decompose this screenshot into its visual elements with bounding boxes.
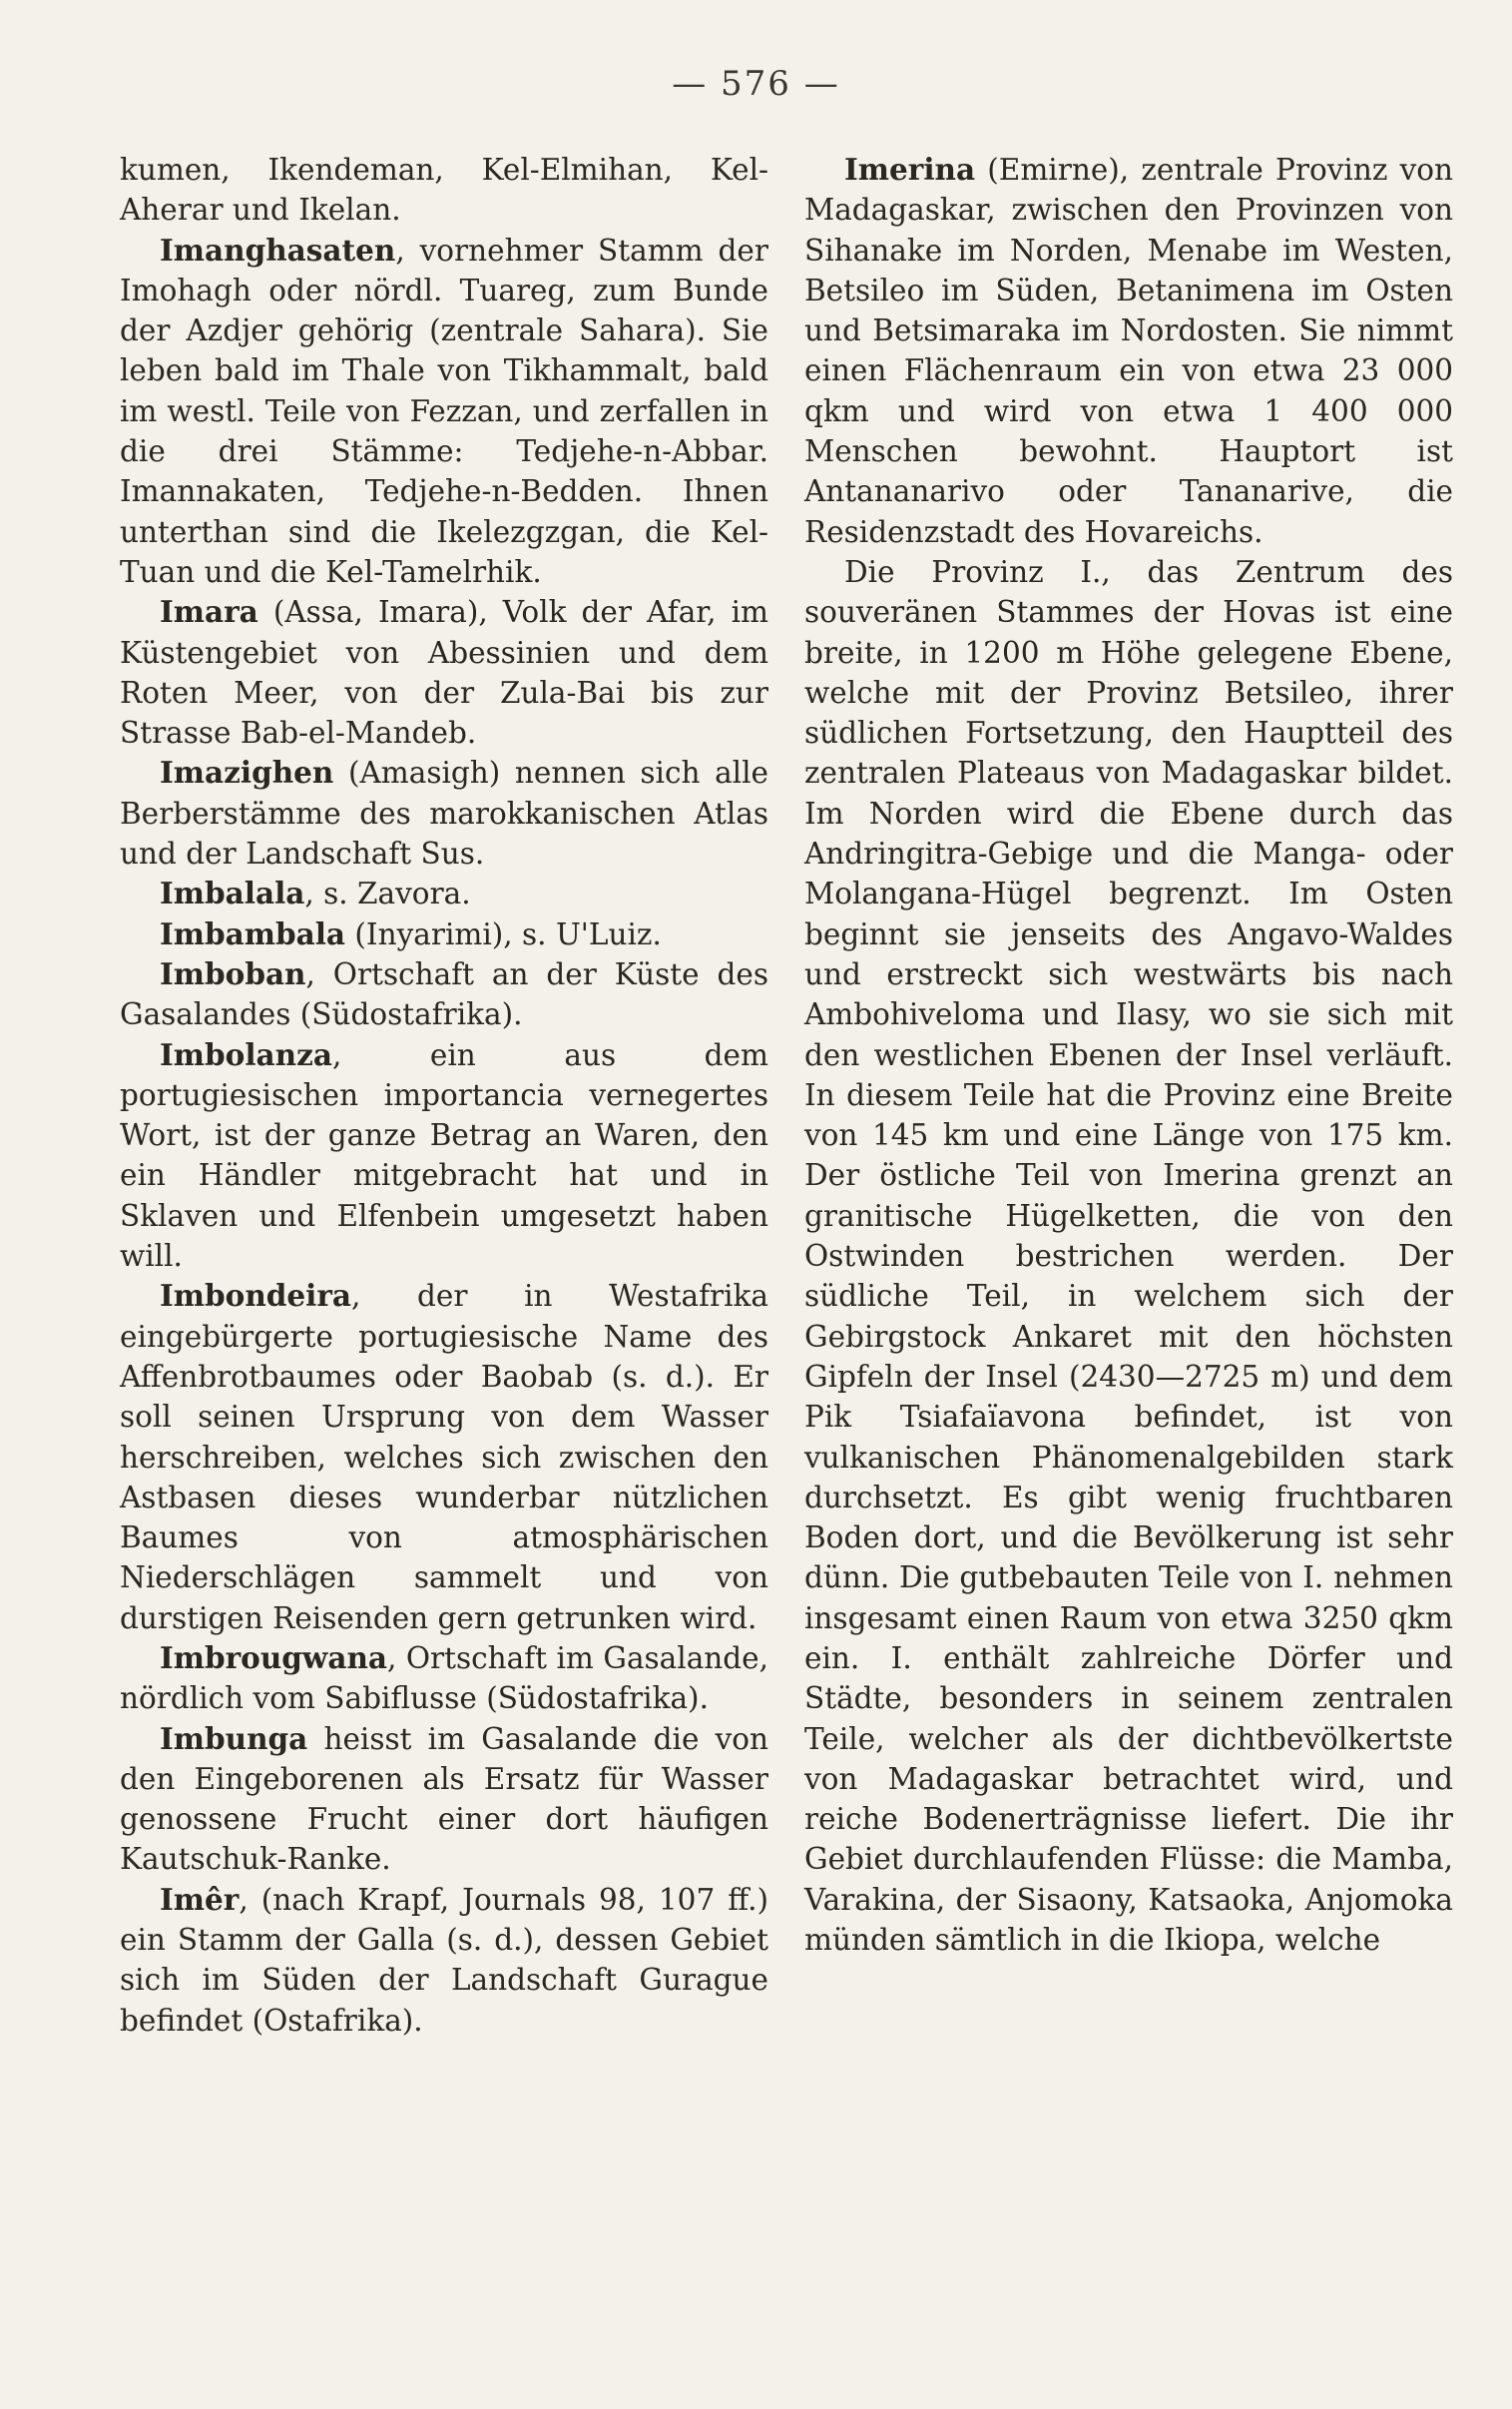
entry [120,1880,768,2041]
entry-headword: Imara [160,594,258,630]
entry-headword: Imanghasaten [160,232,396,268]
entry-text: Die Provinz I., das Zentrum des souveränen Stammes der Hovas ist eine breite, in 1200 m Höhe gelegene Ebene, welche mit der Provinz Betsileo, ihrer südlichen Fortsetzung, den Hauptteil des zentralen Plateaus von Madagaskar bildet. Im Norden wird die Ebene durch das Andringitra-Gebige und die Manga- oder Molangana-Hügel begrenzt. Im Osten beginnt sie jenseits des Angavo-Waldes und erstreckt sich westwärts bis nach Ambohiveloma und Ilasy, wo sie sich mit den westlichen Ebenen der Insel verläuft. In diesem Teile hat die Provinz eine Breite von 145 km und eine Länge von 175 km. Der östliche Teil von Imerina grenzt an granitische Hügelketten, die von den Ostwinden bestrichen werden. Der südliche Teil, in welchem sich der Gebirgstock Ankaret mit den höchsten Gipfeln der Insel (2430—2725 m) und dem Pik Tsiafaïavona befindet, ist von vulkanischen Phänomenalgebilden stark durchsetzt. Es gibt wenig fruchtbaren Boden dort, und die Bevölkerung ist sehr dünn. Die gutbebauten Teile von I. nehmen insgesamt einen Raum von etwa 3250 qkm ein. I. enthält zahlreiche Dörfer und Städte, besonders in seinem zentralen Teile, welcher als der dichtbevölkertste von Madagaskar betrachtet wird, und reiche Bodenerträgnisse liefert. Die ihr Gebiet durchlaufenden Flüsse: die Mamba, Varakina, der Sisaony, Katsaoka, Anjomoka münden sämtlich in die Ikiopa, welche [804,554,1453,1958]
entry-text: , (nach Krapf, Journals 98, 107 ff.) ein Stamm der Galla (s. d.), dessen Gebiet sich im Süden der Landschaft Gurague befindet (Ostafrika). [120,1882,768,2038]
entry-text: , Ortschaft an der Küste des Gasalandes (Südostafrika). [120,956,768,1032]
entry [120,874,768,913]
entry [120,1035,768,1277]
entry-headword: Imerina [844,152,976,187]
entry-text: kumen, Ikendeman, Kel-Elmihan, Kel-Aherar und Ikelan. [120,153,768,228]
entry-paragraph [804,552,1453,1960]
entry [120,592,768,753]
entry [120,914,768,954]
entry-text: (Inyarimi), s. U'Luiz. [345,916,662,951]
entry-text: , s. Zavora. [304,877,471,911]
entry-text: , vornehmer Stamm der Imohagh oder nördl. Tuareg, zum Bunde der Azdjer gehörig (zentrale Sahara). Sie leben bald im Thale von Tikhammalt, bald im westl. Teile von Fezzan, und zerfallen in die drei Stämme: Tedjehe-n-Abbar. Imannakaten, Tedjehe-n-Bedden. Ihnen unterthan sind die Ikelezgzgan, die Kel-Tuan und die Kel-Tamelrhik. [120,233,768,589]
entry-continuation [120,150,768,231]
entry-headword: Imbondeira [160,1278,352,1314]
entry-text: (Emirne), zentrale Provinz von Madagaskar, zwischen den Provinzen von Sihanake im Norden, Menabe im Westen, Betsileo im Süden, Betanimena im Osten und Betsimaraka im Nordosten. Sie nimmt einen Flächenraum ein von etwa 23 000 qkm und wird von etwa 1 400 000 Menschen bewohnt. Hauptort ist Antananarivo oder Tananarive, die Residenzstadt des Hovareichs. [804,153,1453,549]
right-column [804,150,1453,1960]
entry-text: , ein aus dem portugiesischen importancia vernegertes Wort, ist der ganze Betrag an Waren, den ein Händler mitgebracht hat und in Sklaven und Elfenbein umgesetzt haben will. [120,1037,768,1274]
entry-headword: Imbolanza [160,1036,332,1072]
entry-text: (Amasigh) nennen sich alle Berberstämme des marokkanischen Atlas und der Landschaft Sus. [120,756,768,872]
entry [120,1276,768,1638]
entry-headword: Imbunga [160,1720,308,1756]
entry-headword: Imbalala [160,876,305,911]
entry-text: , der in Westafrika eingebürgerte portugiesische Name des Affenbrotbaumes oder Baobab (s. d.). Er soll seinen Ursprung von dem Wasser herschreiben, welches sich zwischen den Astbasen dieses wunderbar nützlichen Baumes von atmosphärischen Niederschlägen sammelt und von durstigen Reisenden gern getrunken wird. [120,1279,768,1635]
entry-headword: Imêr [160,1881,240,1917]
entry [804,150,1453,552]
entry-headword: Imbambala [160,915,346,951]
entry-text: heisst im Gasalande die von den Eingeborenen als Ersatz für Wasser genossene Frucht einer dort häufigen Kautschuk-Ranke. [120,1721,768,1877]
entry-headword: Imboban [160,955,306,991]
entry [120,231,768,593]
entry [120,1638,768,1719]
entry [120,954,768,1035]
entry-text: , Ortschaft im Gasalande, nördlich vom Sabiflusse (Südostafrika). [120,1640,768,1716]
entry [120,753,768,874]
entry-headword: Imbrougwana [160,1639,388,1675]
entry-text: (Assa, Imara), Volk der Afar, im Küstengebiet von Abessinien und dem Roten Meer, von der Zula-Bai bis zur Strasse Bab-el-Mandeb. [120,595,768,751]
left-column [120,150,768,2041]
page-number: — 576 — [672,64,840,104]
entry-headword: Imazighen [160,755,334,791]
entry [120,1719,768,1880]
